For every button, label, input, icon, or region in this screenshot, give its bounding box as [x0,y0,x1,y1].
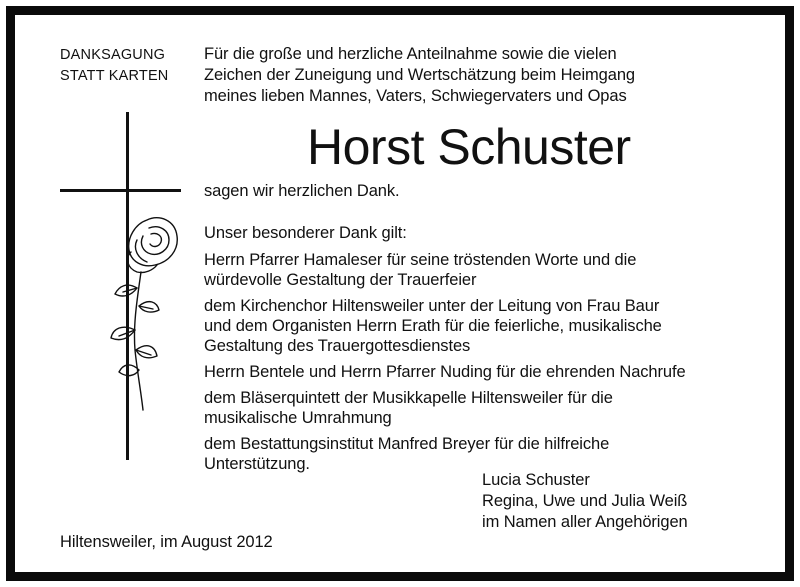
thanks-item-2-line-1: dem Kirchenchor Hiltensweiler unter der Leitung von Frau Baur [204,297,660,315]
header-line-2: STATT KARTEN [60,68,169,84]
header-label [60,45,168,87]
thanks-item-2-line-2: und dem Organisten Herrn Erath für die feierliche, musikalische [204,317,662,335]
intro-line-1: Für die große und herzliche Anteilnahme sowie die vielen [204,45,617,63]
header-line-1: DANKSAGUNG [60,47,166,63]
signature-line-1: Lucia Schuster [482,471,590,489]
thanks-line: sagen wir herzlichen Dank. [204,182,400,200]
thanks-item-1-line-1: Herrn Pfarrer Hamaleser für seine tröstenden Worte und die [204,251,637,269]
signature-line-3: im Namen aller Angehörigen [482,513,688,531]
rose-icon [97,210,187,425]
deceased-name: Horst Schuster [307,119,631,175]
intro-line-3: meines lieben Mannes, Vaters, Schwiegervaters und Opas [204,87,627,105]
thanks-item-4-line-1: dem Bläserquintett der Musikkapelle Hiltensweiler für die [204,389,613,407]
thanks-item-2-line-3: Gestaltung des Trauergottesdienstes [204,337,471,355]
thanks-item-4-line-2: musikalische Umrahmung [204,409,392,427]
thanks-item-5-line-1: dem Bestattungsinstitut Manfred Breyer für die hilfreiche [204,435,610,453]
intro-line-2: Zeichen der Zuneigung und Wertschätzung beim Heimgang [204,66,635,84]
thanks-item-3-line-1: Herrn Bentele und Herrn Pfarrer Nuding für die ehrenden Nachrufe [204,363,686,381]
signature-line-2: Regina, Uwe und Julia Weiß [482,492,688,510]
thanks-item-1-line-2: würdevolle Gestaltung der Trauerfeier [204,271,477,289]
thanks-item-5-line-2: Unterstützung. [204,455,310,473]
obituary-frame [6,6,794,581]
cross-icon-bar [60,189,181,192]
special-thanks-heading: Unser besonderer Dank gilt: [204,224,407,242]
place-date: Hiltensweiler, im August 2012 [60,533,273,551]
